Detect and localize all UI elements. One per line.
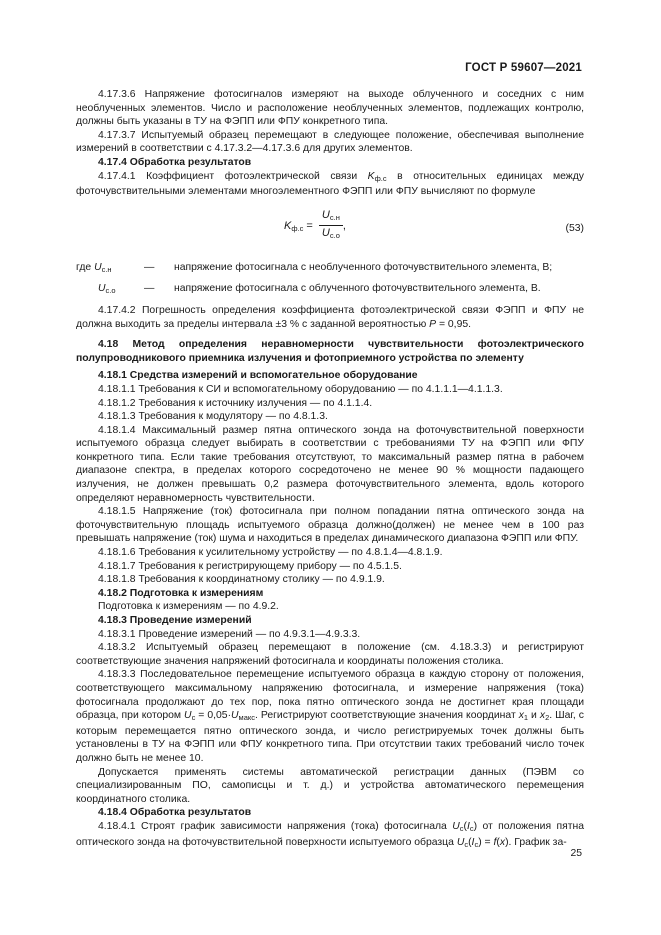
subsection-heading: 4.18.1 Средства измерений и вспомогательное оборудование xyxy=(98,370,418,382)
paragraph: 4.18.1.4 Максимальный размер пятна оптического зонда на фоточувствительной поверхности испытуемого образца следует выбирать в соответствии с требованиями ТУ на ФЭПП или ФПУ конкретного типа. Если такие требования отсутствуют, то максимальный размер пятна в рабочем диапазоне спектра, в пределах которого сосредоточено не менее 90 % мощности падающего излучения, не должен превышать 0,2 размера фоточувствительного элемента, вдоль которого определяют неравномерность чувствительности. xyxy=(76,424,584,504)
paragraph: 4.18.1.6 Требования к усилительному устройству — по 4.8.1.4—4.8.1.9. xyxy=(98,547,443,559)
paragraph: 4.18.1.8 Требования к координатному столику — по 4.9.1.9. xyxy=(98,574,385,586)
subsection-heading: 4.18.4 Обработка результатов xyxy=(98,807,252,819)
legend-row: $U_{с.о}$ — напряжение фотосигнала с облученного фоточувствительного элемента, В. xyxy=(98,283,541,296)
paragraph: 4.18.3.2 Испытуемый образец перемещают в положение (см. 4.18.3.3) и регистрируют соответствующие значения напряжений фотосигнала и координаты положения столика. xyxy=(76,642,584,667)
paragraph: 4.17.4.1 Коэффициент фотоэлектрической связи $K_{ф.с}$ в относительных единицах между фоточувствительными элементами многоэлементного ФЭПП или ФПУ вычисляют по формуле xyxy=(76,170,584,198)
document-id: ГОСТ Р 59607—2021 xyxy=(465,62,582,74)
paragraph: 4.17.3.7 Испытуемый образец перемещают в следующее положение, обеспечивая выполнение измерений в соответствии с 4.17.3.2—4.17.3.6 для других элементов. xyxy=(76,129,584,155)
paragraph: 4.18.3.1 Проведение измерений — по 4.9.3.1—4.9.3.3. xyxy=(98,628,361,640)
legend-row: где $U_{с.н}$ — напряжение фотосигнала с необлученного фоточувствительного элемента, В; xyxy=(76,261,553,274)
paragraph: 4.18.1.7 Требования к регистрирующему прибору — по 4.5.1.5. xyxy=(98,560,402,572)
subsection-heading: 4.17.4 Обработка результатов xyxy=(98,156,252,168)
paragraph: 4.18.3.3 Последовательное перемещение испытуемого образца в каждую сторону от положения, соответствующего максимальному напряжению фотосигнала, и измерение напряжения (тока) фотосигнала продолжают до тех пор, пока пятно оптического зонда не достигнет края площади образца, при котором $U_с = 0,05\cdot U_{макс}$. Регистрируют соответствующие значения координат $x_1$ и $x_2$. Шаг, с которым перемещается пятно оптического зонда, и число регистрируемых точек должны быть установлены в ТУ на ФЭПП или ФПУ конкретного типа. При отсутствии таких требований число точек должно быть не менее 10. xyxy=(76,669,584,764)
section-heading: 4.18 Метод определения неравномерности чувствительности фотоэлектрического полупроводникового приемника излучения и фотоприемного устройства по элементу xyxy=(76,339,584,364)
page-number: 25 xyxy=(570,848,582,859)
paragraph: 4.18.1.2 Требования к источнику излучения — по 4.1.1.4. xyxy=(98,397,373,409)
paragraph: 4.18.4.1 Строят график зависимости напряжения (тока) фотосигнала $U_с(I_с)$ от положения пятна оптического зонда на фоточувствительной поверхности испытуемого образца $U_с(I_с) = f(x)$. График за- xyxy=(76,820,585,849)
formula-53 xyxy=(76,205,584,257)
subsection-heading: 4.18.2 Подготовка к измерениям xyxy=(98,587,264,599)
paragraph: 4.18.1.1 Требования к СИ и вспомогательному оборудованию — по 4.1.1.1—4.1.1.3. xyxy=(98,383,503,395)
paragraph: 4.18.1.5 Напряжение (ток) фотосигнала при полном попадании пятна оптического зонда на фоточувствительную площадь испытуемого образца должно(должен) не менее чем в 100 раз превышать напряжение (ток) шума и находиться в пределах динамического диапазона ФЭПП или ФПУ. xyxy=(76,506,584,545)
formula-expression: $K_{ф.с}$ = $\frac{U_{с.н}}{U_{с.о}}$ , xyxy=(284,209,346,243)
equation-number: (53) xyxy=(565,222,584,234)
document-body xyxy=(76,88,584,851)
paragraph: Допускается применять системы автоматической регистрации данных (ПЭВМ со специализированным ПО, самописцы и т. д.) и устройства автоматического перемещения координатного столика. xyxy=(76,766,584,805)
subsection-heading: 4.18.3 Проведение измерений xyxy=(98,615,252,626)
paragraph: 4.17.3.6 Напряжение фотосигналов измеряют на выходе облученного и соседних с ним необлученных элементов. Число и расположение необлученных элементов, подлежащих контролю, должны быть указаны в ТУ на ФЭПП или ФПУ конкретного типа. xyxy=(76,89,584,128)
paragraph: 4.17.4.2 Погрешность определения коэффициента фотоэлектрической связи ФЭПП и ФПУ не должна выходить за пределы интервала ±3 % с заданной вероятностью P = 0,95. xyxy=(76,304,584,330)
paragraph: 4.18.1.3 Требования к модулятору — по 4.8.1.3. xyxy=(98,411,328,423)
formula-fraction: $\frac{U_{с.н}}{U_{с.о}}$ xyxy=(319,209,343,243)
paragraph: Подготовка к измерениям — по 4.9.2. xyxy=(98,601,279,613)
